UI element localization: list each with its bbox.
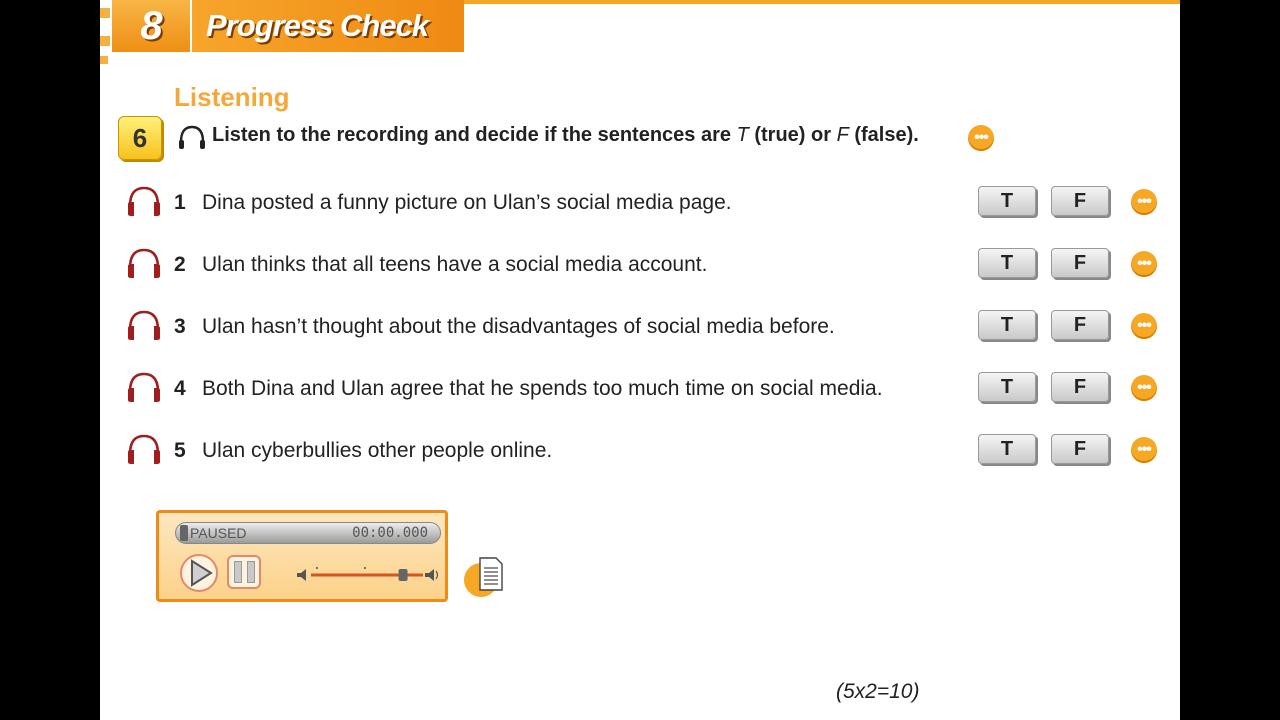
score-note: (5x2=10) (836, 680, 920, 703)
question-number: 5 (174, 439, 186, 462)
headphones-icon (176, 122, 208, 159)
more-dots-icon[interactable]: ••• (1131, 375, 1157, 401)
false-button[interactable]: F (1051, 186, 1109, 216)
instruction-t: T (736, 124, 749, 146)
document-icon[interactable] (464, 556, 506, 605)
question-row (100, 244, 1180, 284)
question-number: 2 (174, 253, 186, 276)
decor-square (100, 56, 108, 64)
pause-bar (234, 561, 242, 583)
question-text: Ulan hasn’t thought about the disadvantages of social media before. (202, 315, 835, 338)
false-button[interactable]: F (1051, 248, 1109, 278)
decor-square (100, 8, 110, 18)
question-text: Dina posted a funny picture on Ulan’s social media page. (202, 191, 732, 214)
decor-square (100, 36, 110, 46)
headphones-icon[interactable] (126, 246, 162, 289)
more-dots-icon[interactable]: ••• (1131, 313, 1157, 339)
more-dots-icon[interactable]: ••• (1131, 189, 1157, 215)
exercise-number: 6 (118, 116, 162, 160)
unit-number: 8 (140, 3, 162, 48)
unit-badge (112, 0, 190, 52)
false-button[interactable]: F (1051, 434, 1109, 464)
instruction-text: Listen to the recording and decide if the sentences are (212, 124, 737, 146)
question-row (100, 368, 1180, 408)
header-rule (464, 0, 1180, 4)
question-text: Both Dina and Ulan agree that he spends too much time on social media. (202, 377, 883, 400)
question-number: 4 (174, 377, 186, 400)
progress-track[interactable] (175, 522, 441, 544)
more-dots-icon[interactable]: ••• (1131, 251, 1157, 277)
progress-handle[interactable] (180, 525, 188, 541)
more-dots-icon[interactable]: ••• (968, 125, 994, 151)
pause-button[interactable] (227, 555, 261, 589)
false-button[interactable]: F (1051, 372, 1109, 402)
headphones-icon[interactable] (126, 184, 162, 227)
player-status: PAUSED (190, 525, 247, 541)
play-button[interactable] (179, 553, 219, 593)
page-title: Progress Check (206, 8, 429, 43)
headphones-icon[interactable] (126, 432, 162, 475)
question-row (100, 306, 1180, 346)
question-number: 1 (174, 191, 186, 214)
player-time: 00:00.000 (352, 525, 428, 541)
header-banner (192, 0, 464, 52)
question-row (100, 182, 1180, 222)
headphones-icon[interactable] (126, 370, 162, 413)
true-button[interactable]: T (978, 310, 1036, 340)
true-button[interactable]: T (978, 248, 1036, 278)
section-title: Listening (174, 82, 290, 112)
true-button[interactable]: T (978, 434, 1036, 464)
headphones-icon[interactable] (126, 308, 162, 351)
false-button[interactable]: F (1051, 310, 1109, 340)
instruction-f: F (836, 124, 849, 146)
pause-bar (247, 561, 255, 583)
question-text: Ulan cyberbullies other people online. (202, 439, 553, 462)
audio-player (156, 510, 448, 602)
true-button[interactable]: T (978, 186, 1036, 216)
exercise-instruction (212, 124, 919, 147)
volume-slider[interactable] (297, 565, 443, 585)
instruction-true: (true) or (748, 124, 837, 146)
more-dots-icon[interactable]: ••• (1131, 437, 1157, 463)
question-text: Ulan thinks that all teens have a social media account. (202, 253, 708, 276)
true-button[interactable]: T (978, 372, 1036, 402)
question-number: 3 (174, 315, 186, 338)
instruction-false: (false). (848, 124, 919, 146)
question-row (100, 430, 1180, 470)
progress-check-page (100, 0, 1180, 720)
